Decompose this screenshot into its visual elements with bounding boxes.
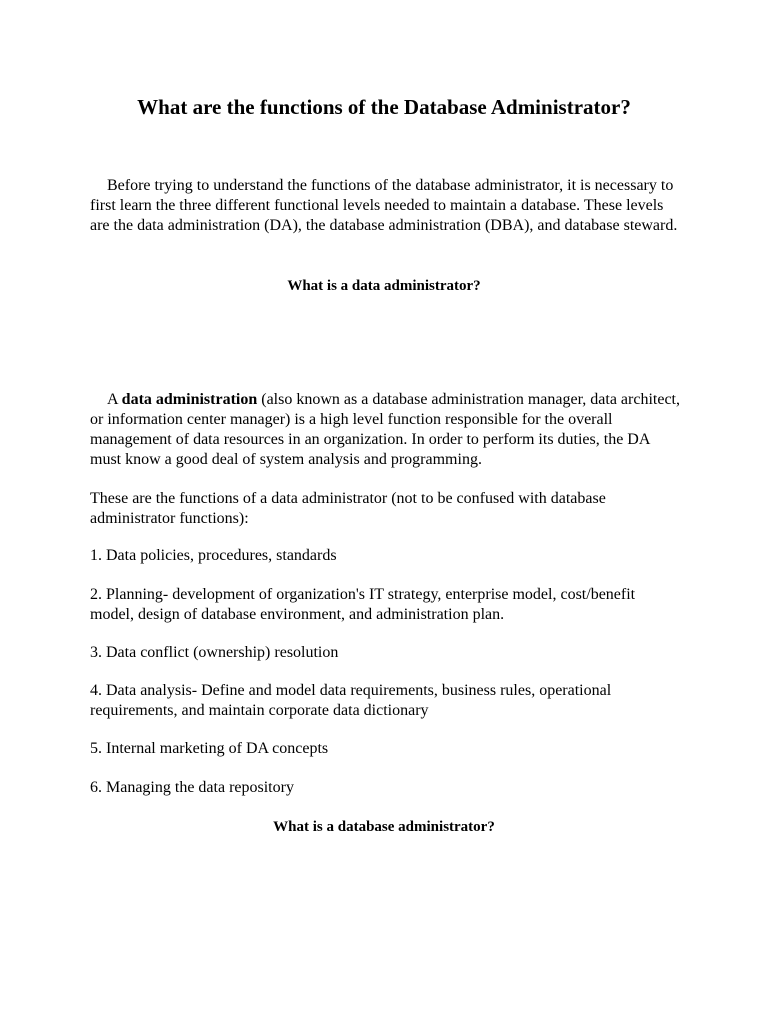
list-item: 3. Data conflict (ownership) resolution [90, 644, 339, 661]
da-paragraph-lead: A [107, 391, 122, 408]
list-item: 1. Data policies, procedures, standards [90, 547, 337, 564]
list-item: 5. Internal marketing of DA concepts [90, 740, 329, 757]
da-definition-paragraph [90, 390, 680, 470]
intro-paragraph: Before trying to understand the functions of the database administrator, it is necessary to first learn the three different functional levels needed to maintain a database. These levels are the data administration (DA), the database administration (DBA), and database steward. [90, 177, 678, 234]
section-heading-database-administrator: What is a database administrator? [273, 819, 495, 835]
functions-intro-paragraph: These are the functions of a data administrator (not to be confused with database administrator functions): [90, 490, 606, 527]
list-item: 6. Managing the data repository [90, 779, 294, 796]
list-item: 2. Planning- development of organization's IT strategy, enterprise model, cost/benefit model, design of database environment, and administration plan. [90, 586, 636, 623]
da-term: data administration [121, 391, 258, 408]
document-title: What are the functions of the Database Administrator? [137, 95, 631, 119]
list-item: 4. Data analysis- Define and model data requirements, business rules, operational requirements, and maintain corporate data dictionary [90, 682, 612, 719]
da-paragraph-rest: (also known as a database administration manager, data architect, or information center manager) is a high level function responsible for the overall management of data resources in an organization. In order to perform its duties, the DA must know a good deal of system analysis and programming. [90, 391, 680, 468]
section-heading-data-administrator: What is a data administrator? [287, 278, 481, 294]
